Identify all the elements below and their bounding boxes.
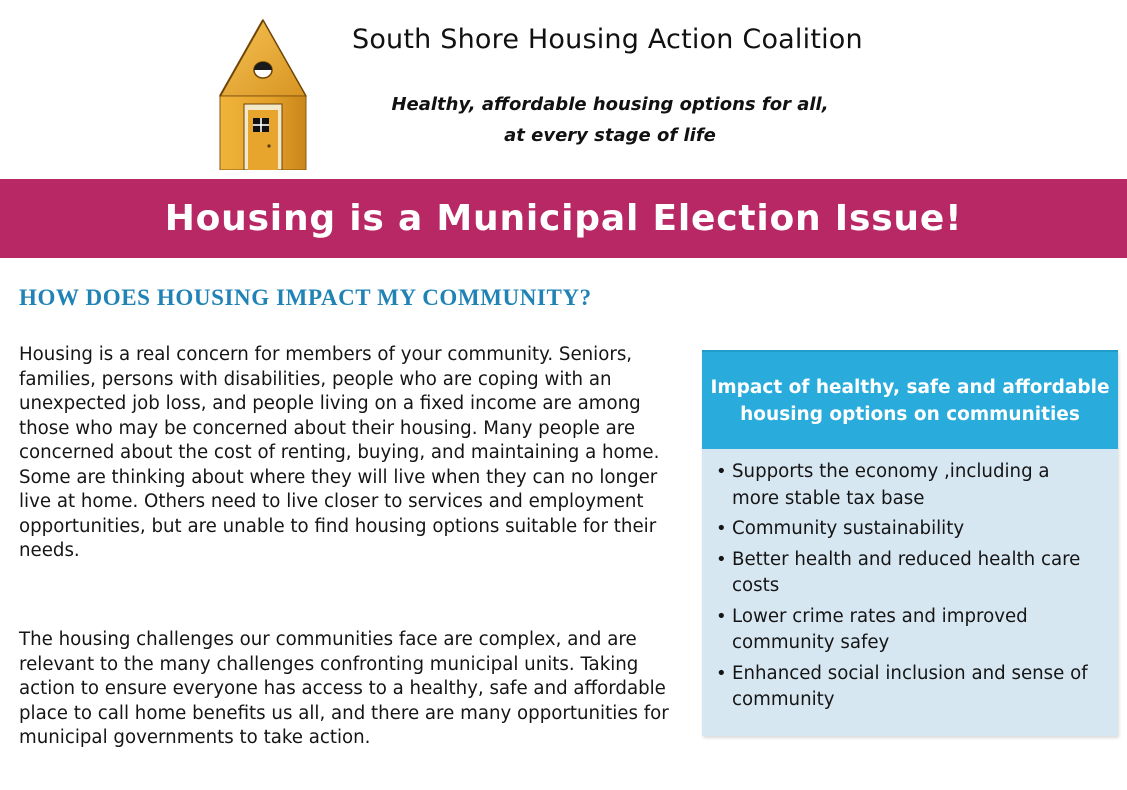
tagline — [340, 89, 880, 151]
organization-name: South Shore Housing Action Coalition — [352, 24, 863, 55]
list-item — [716, 516, 1102, 543]
list-item — [716, 459, 1102, 512]
section-heading: HOW DOES HOUSING IMPACT MY COMMUNITY? — [19, 285, 592, 310]
impact-list — [702, 449, 1118, 714]
list-item-text: Enhanced social inclusion and sense of community — [732, 662, 1088, 710]
list-item — [716, 547, 1102, 600]
sidebar-title-line-1: Impact of healthy, safe and affordable — [710, 376, 1110, 398]
impact-sidebar — [702, 350, 1118, 736]
list-item-text: Lower crime rates and improved community safey — [732, 605, 1028, 653]
sidebar-header — [702, 350, 1118, 449]
list-item-text: Better health and reduced health care costs — [732, 548, 1081, 596]
house-icon — [218, 18, 308, 170]
bullet-icon: • — [716, 461, 727, 482]
list-item-text: Community sustainability — [732, 518, 965, 539]
tagline-line-1: Healthy, affordable housing options for all, — [391, 94, 829, 115]
list-item — [716, 661, 1102, 714]
list-item-text: Supports the economy ,including a more stable tax base — [732, 461, 1050, 509]
page-title: Housing is a Municipal Election Issue! — [164, 198, 963, 239]
list-item — [716, 604, 1102, 657]
bullet-icon: • — [716, 662, 727, 684]
title-banner — [0, 179, 1127, 258]
bullet-icon: • — [716, 605, 727, 627]
bullet-icon: • — [716, 548, 727, 570]
body-paragraph-2: The housing challenges our communities face are complex, and are relevant to the many challenges confronting municipal units. Taking action to ensure everyone has access to a healthy, safe and affordable place to call home benefits us all, and there are many opportunities for municipal governments to take action. — [19, 629, 669, 748]
sidebar-title-line-2: housing options on communities — [740, 403, 1080, 425]
body-paragraph-1: Housing is a real concern for members of your community. Seniors, families, persons with disabilities, people who are coping with an unexpected job loss, and people living on a fixed income are among those who may be concerned about their housing. Many people are concerned about the cost of renting, buying, and maintaining a home. Some are thinking about where they will live when they can no longer live at home. Others need to live closer to services and employment opportunities, but are unable to find housing options suitable for their needs. — [19, 344, 660, 561]
tagline-line-2: at every stage of life — [504, 125, 716, 146]
bullet-icon: • — [716, 518, 727, 539]
